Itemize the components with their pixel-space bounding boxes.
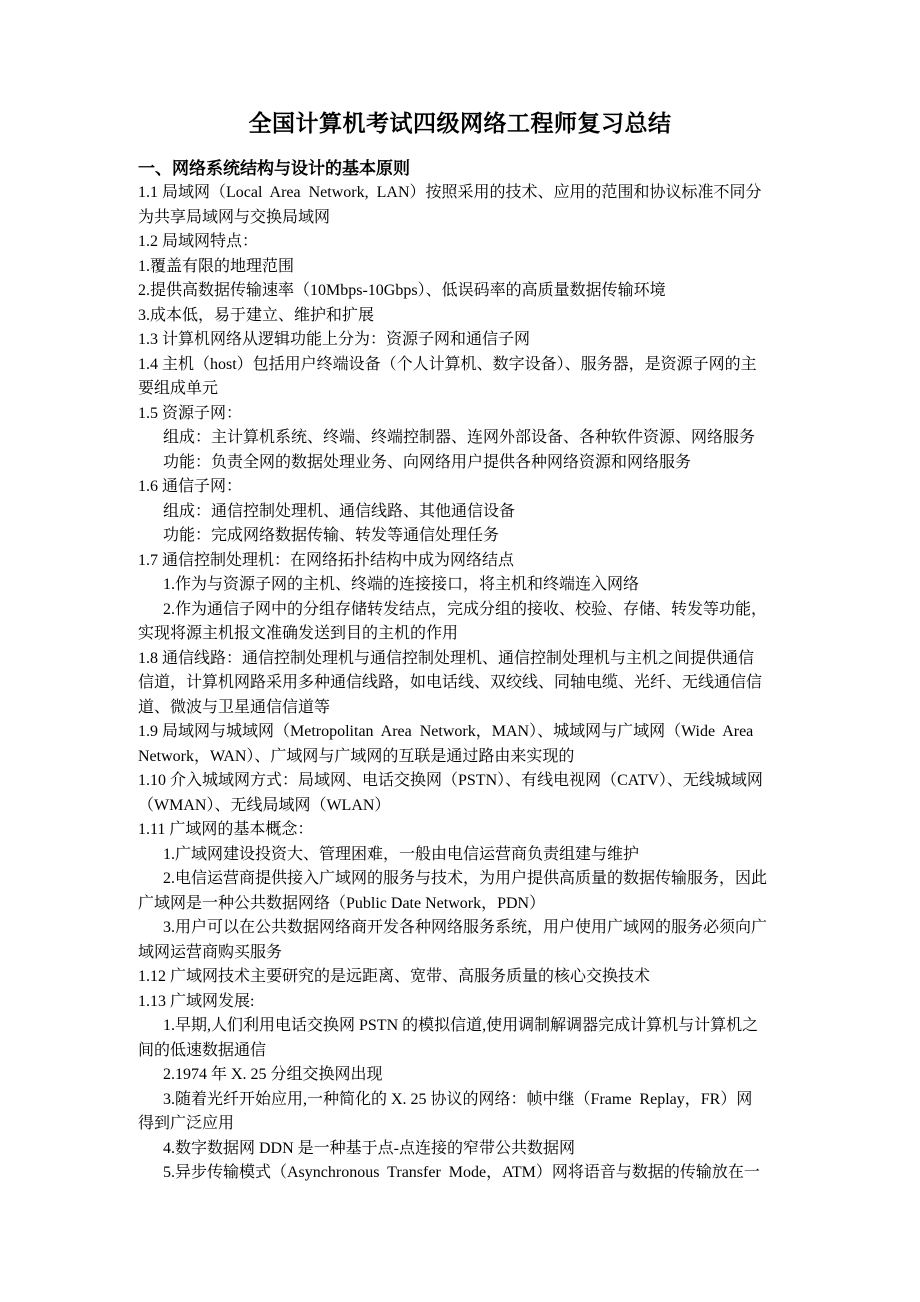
document-text-line: 为共享局域网与交换局域网 [138,208,331,226]
document-text-line: 1.4 主机（host）包括用户终端设备（个人计算机、数字设备）、服务器，是资源子网的主 [138,355,757,373]
document-text-line: 3.用户可以在公共数据网络商开发各种网络服务系统，用户使用广域网的服务必须向广 [163,919,768,936]
document-text-line: 5.异步传输模式（Asynchronous Transfer Mode，ATM）网将语音与数据的传输放在一 [163,1164,760,1181]
document-text-line: 1.覆盖有限的地理范围 [138,257,295,275]
document-text-line: 功能：完成网络数据传输、转发等通信处理任务 [163,527,500,544]
document-text-line: 域网运营商购买服务 [138,943,283,961]
document-text-line: 功能：负责全网的数据处理业务、向网络用户提供各种网络资源和网络服务 [163,453,692,471]
document-text-line: 广域网是一种公共数据网络（Public Date Network，PDN） [138,894,546,912]
document-body [138,181,782,1186]
document-text-line: 1.1 局域网（Local Area Network, LAN）按照采用的技术、应用的范围和协议标准不同分 [138,184,762,201]
document-text-line: 1.10 介入城域网方式：局域网、电话交换网（PSTN）、有线电视网（CATV）、无线城域网 [138,772,763,789]
document-text-line: 1.7 通信控制处理机：在网络拓扑结构中成为网络结点 [138,551,515,569]
document-text-line: 组成：主计算机系统、终端、终端控制器、连网外部设备、各种软件资源、网络服务 [163,429,756,446]
document-text-line: 1.2 局域网特点： [138,233,259,250]
document-text-line: 1.广域网建设投资大、管理困难，一般由电信运营商负责组建与维护 [163,845,640,863]
document-text-line: 信道，计算机网路采用多种通信线路，如电话线、双绞线、同轴电缆、光纤、无线通信信 [138,674,763,691]
document-text-line: 组成：通信控制处理机、通信线路、其他通信设备 [163,502,516,520]
document-text-line: 1.13 广域网发展: [138,992,255,1010]
document-text-line: 2.1974 年 X. 25 分组交换网出现 [163,1066,383,1083]
section-heading: 一、网络系统结构与设计的基本原则 [138,159,410,178]
document-text-line: 间的低速数据通信 [138,1041,267,1059]
document-text-line: 1.5 资源子网： [138,404,243,422]
document-text-line: 1.11 广域网的基本概念： [138,821,314,838]
document-text-line: 3.成本低，易于建立、维护和扩展 [138,306,375,324]
document-text-line: 道、微波与卫星通信信道等 [138,698,331,716]
document-text-line: 3.随着光纤开始应用,一种简化的 X. 25 协议的网络：帧中继（Frame Replay，FR）网 [163,1090,753,1108]
document-text-line: 1.早期,人们利用电话交换网 PSTN 的模拟信道,使用调制解调器完成计算机与计算机之 [163,1017,759,1034]
document-text-line: 得到广泛应用 [138,1115,235,1132]
document-text-line: 实现将源主机报文准确发送到目的主机的作用 [138,625,459,642]
document-text-line: 2.提供高数据传输速率（10Mbps-10Gbps）、低误码率的高质量数据传输环境 [138,282,666,299]
document-text-line: 要组成单元 [138,380,219,397]
document-text-line: 2.电信运营商提供接入广域网的服务与技术，为用户提供高质量的数据传输服务，因此 [163,870,768,887]
document-text-line: 4.数字数据网 DDN 是一种基于点-点连接的窄带公共数据网 [163,1139,575,1157]
document-text-line: Network，WAN）、广域网与广域网的互联是通过路由来实现的 [138,747,575,765]
document-text-line: 1.12 广域网技术主要研究的是远距离、宽带、高服务质量的核心交换技术 [138,968,651,985]
document-text-line: 2.作为通信子网中的分组存储转发结点，完成分组的接收、校验、存储、转发等功能， [163,600,768,618]
document-text-line: 1.6 通信子网： [138,478,243,495]
document-text-line: （WMAN）、无线局域网（WLAN） [138,796,391,814]
document-text-line: 1.9 局域网与城域网（Metropolitan Area Network，MAN）、城域网与广域网（Wide Area [138,723,754,740]
document-text-line: 1.3 计算机网络从逻辑功能上分为：资源子网和通信子网 [138,331,531,348]
document-title: 全国计算机考试四级网络工程师复习总结 [248,111,672,136]
document-text-line: 1.8 通信线路：通信控制处理机与通信控制处理机、通信控制处理机与主机之间提供通信 [138,649,755,667]
document-text-line: 1.作为与资源子网的主机、终端的连接接口，将主机和终端连入网络 [163,576,640,593]
